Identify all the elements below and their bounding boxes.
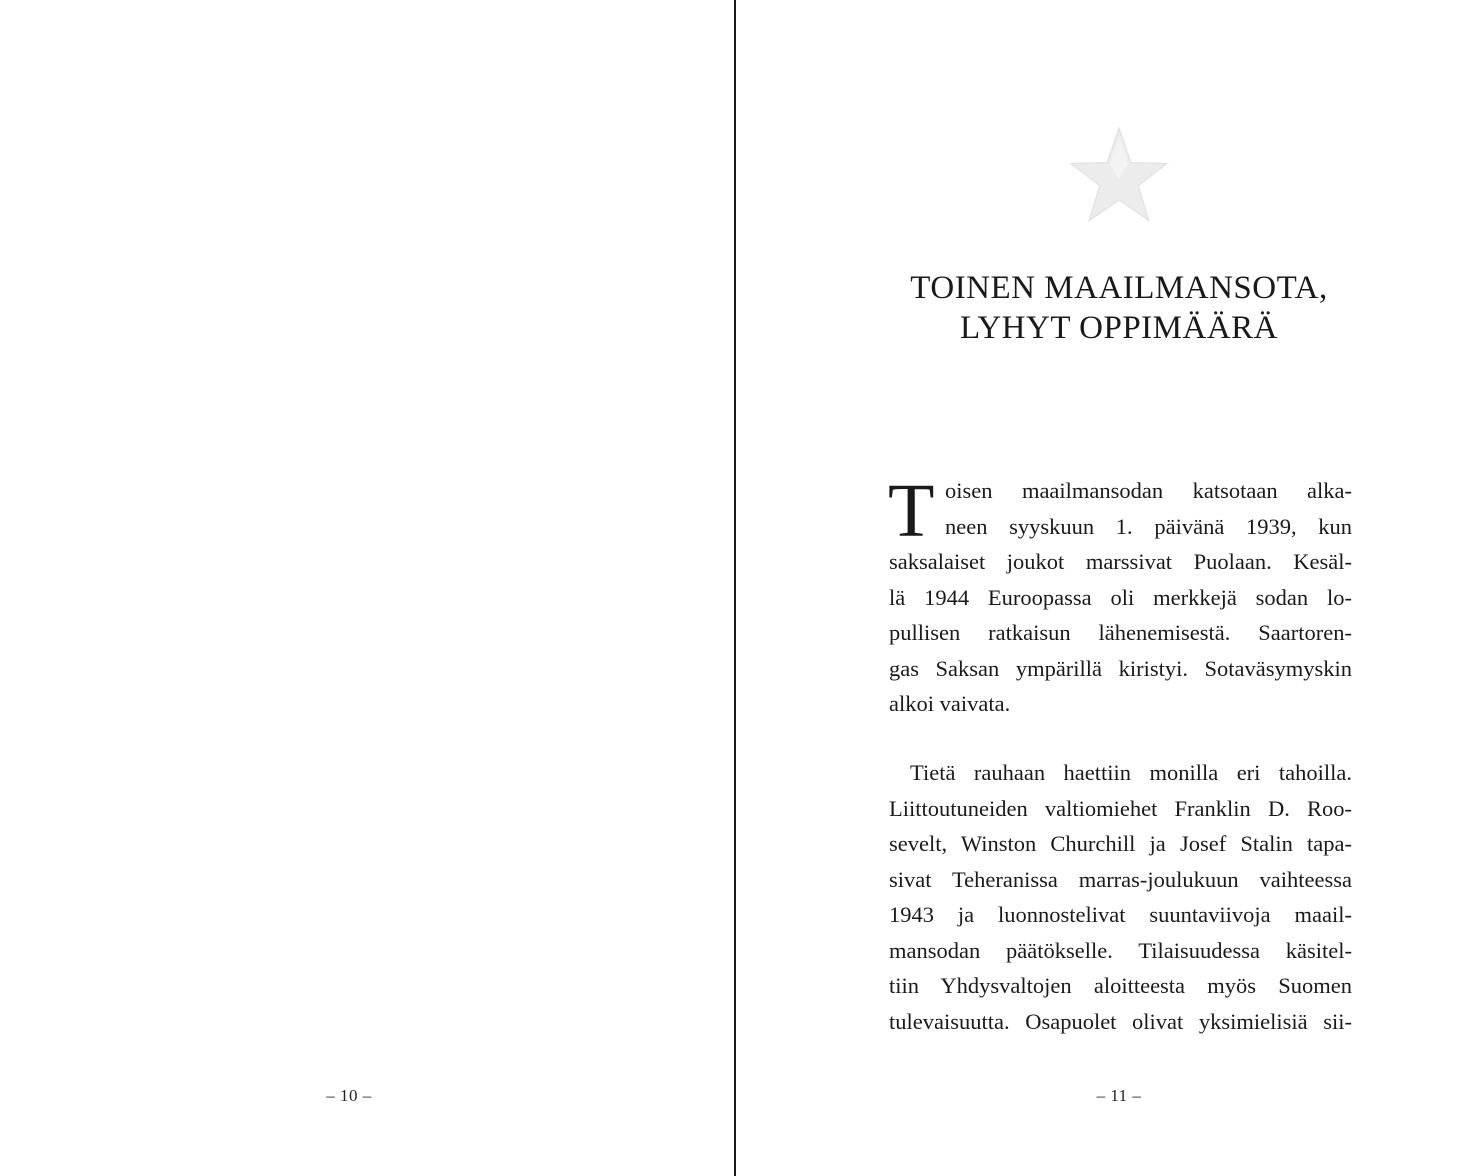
paragraph-2: [889, 755, 1352, 1039]
text-line: oisen maailmansodan katsotaan alka-: [945, 478, 1352, 503]
text-line: alkoi vaivata.: [889, 691, 1011, 716]
text-line: tiin Yhdysvaltojen aloitteesta myös Suomen: [889, 973, 1352, 998]
chapter-title-line-2: LYHYT OPPIMÄÄRÄ: [959, 310, 1279, 346]
text-line: 1943 ja luonnostelivat suuntaviivoja maail-: [889, 902, 1352, 927]
text-line: sivat Teheranissa marras-joulukuun vaihteessa: [889, 866, 1352, 892]
text-line: pullisen ratkaisun lähenemisestä. Saartoren-: [889, 620, 1352, 645]
chapter-title: [886, 268, 1352, 348]
text-line: gas Saksan ympärillä kiristyi. Sotaväsymyskin: [889, 655, 1352, 681]
text-line: lä 1944 Euroopassa oli merkkejä sodan lo-: [889, 584, 1352, 610]
text-line: saksalaiset joukot marssivat Puolaan. Kesäl-: [889, 549, 1352, 574]
page-number-right: – 11 –: [1096, 1086, 1142, 1105]
chapter-title-line-1: TOINEN MAAILMANSOTA,: [910, 270, 1328, 306]
paragraph-1: [888, 469, 1352, 722]
text-line: neen syyskuun 1. päivänä 1939, kun: [945, 513, 1352, 539]
right-page: [736, 0, 1468, 1176]
text-line: Tietä rauhaan haettiin monilla eri tahoilla.: [910, 760, 1352, 785]
drop-cap: T: [888, 469, 935, 553]
text-line: sevelt, Winston Churchill ja Josef Stalin tapa-: [889, 831, 1352, 856]
page-number-left: – 10 –: [326, 1086, 372, 1105]
text-line: tulevaisuutta. Osapuolet olivat yksimielisiä sii-: [889, 1008, 1352, 1034]
text-line: Liittoutuneiden valtiomiehet Franklin D. Roo-: [889, 795, 1352, 821]
text-line: mansodan päätökselle. Tilaisuudessa käsitel-: [889, 937, 1352, 963]
star-icon: [1066, 124, 1172, 230]
